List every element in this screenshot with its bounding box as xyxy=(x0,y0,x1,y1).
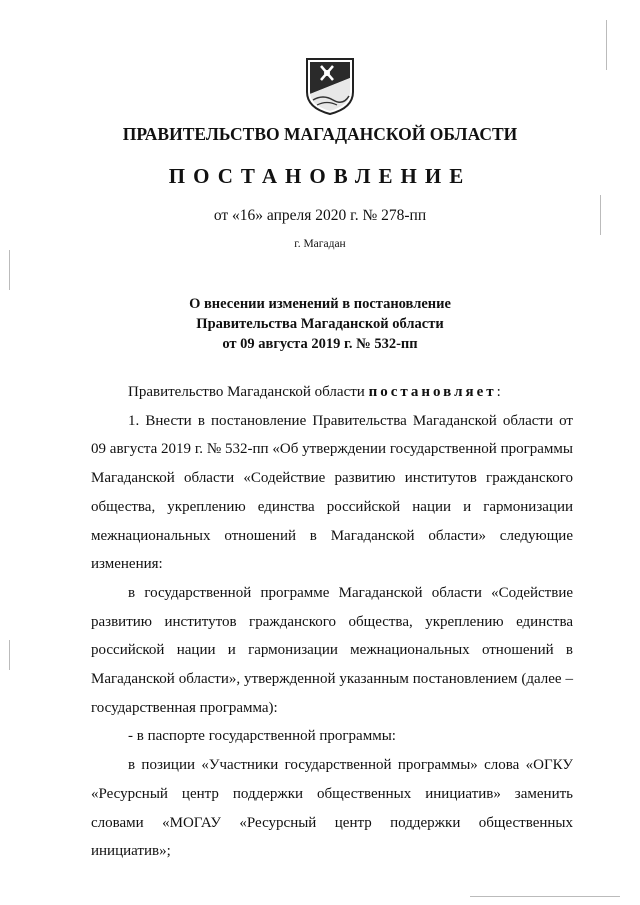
paragraph-4: в позиции «Участники государственной программы» слова «ОГКУ «Ресурсный центр поддержки общественных инициатив» заменить словами «МОГАУ «Ресурсный центр поддержки общественных инициатив»; xyxy=(91,757,573,860)
document-body xyxy=(91,378,573,866)
intro-paragraph xyxy=(91,378,573,407)
subject-line: О внесении изменений в постановление xyxy=(189,296,451,312)
intro-suffix: : xyxy=(496,384,501,400)
scan-edge-mark xyxy=(470,896,620,897)
paragraph-1: 1. Внести в постановление Правительства Магаданской области от 09 августа 2019 г. № 532-пп «Об утверждении государственной программы Магаданской области «Содействие развитию институтов гражданского общества, укреплению единства российской нации и гармонизации межнациональных отношений в Магаданской области» следующие изменения: xyxy=(91,412,573,573)
intro-spaced-verb: постановляет xyxy=(368,384,497,400)
city: г. Магадан xyxy=(294,238,346,250)
paragraph-2: в государственной программе Магаданской области «Содействие развитию институтов гражданского общества, укреплению единства российской нации и гармонизации межнациональных отношений в Магаданской области», утвержденной указанным постановлением (далее – государственная программа): xyxy=(91,584,573,716)
document-type: ПОСТАНОВЛЕНИЕ xyxy=(168,164,472,188)
government-name: ПРАВИТЕЛЬСТВО МАГАДАНСКОЙ ОБЛАСТИ xyxy=(122,124,518,144)
scan-edge-mark xyxy=(9,250,10,290)
intro-prefix: Правительство Магаданской области xyxy=(128,384,369,400)
scan-edge-mark xyxy=(606,20,607,70)
paragraph-3: - в паспорте государственной программы: xyxy=(128,728,396,745)
scan-edge-mark xyxy=(9,640,10,670)
coat-of-arms-icon xyxy=(303,56,357,116)
scan-edge-mark xyxy=(600,195,601,235)
subject-line: от 09 августа 2019 г. № 532-пп xyxy=(222,336,418,352)
date-and-number: от «16» апреля 2020 г. № 278-пп xyxy=(213,207,427,224)
document-subject xyxy=(0,294,640,354)
subject-line: Правительства Магаданской области xyxy=(196,316,444,332)
